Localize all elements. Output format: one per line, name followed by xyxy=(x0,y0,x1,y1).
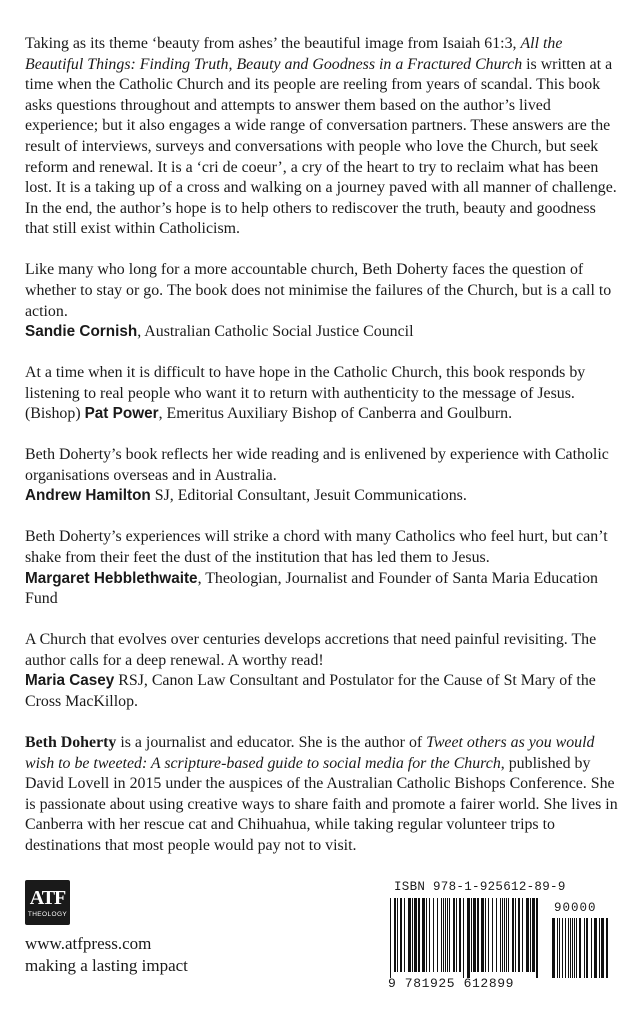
barcode-bar xyxy=(570,918,571,978)
endorsement-quote: Like many who long for a more accountable church, Beth Doherty faces the question of whether to stay or go. The book does not minimise the failures of the Church, but is a call to action. xyxy=(25,261,612,320)
barcode-bar xyxy=(515,898,516,972)
barcode-bar xyxy=(471,898,472,972)
barcode-bar xyxy=(414,898,417,972)
barcode-bar xyxy=(412,898,413,972)
barcode-bar xyxy=(572,918,573,978)
barcode-bar xyxy=(576,918,577,978)
barcode-bar xyxy=(586,918,588,978)
barcode-bar xyxy=(599,918,600,978)
barcode-bar xyxy=(536,898,538,978)
barcode-bar xyxy=(496,898,497,972)
publisher-info xyxy=(25,933,188,977)
barcode-bar xyxy=(584,918,585,978)
barcode-bar xyxy=(502,898,503,972)
barcode-bar xyxy=(449,898,450,972)
barcode-bar xyxy=(562,918,563,978)
barcode-bar xyxy=(429,898,430,972)
barcode-bar xyxy=(445,898,446,972)
author-bio: Beth Doherty is a journalist and educator. She is the author of Tweet others as you would wish to be tweeted: A scripture-based guide to social media for the Church, published by David Lovell in 2015 under the auspices of the Australian Catholic Bishops Conference. She is passionate about using creative ways to share faith and promote a fairer world. She lives in Canberra with her rescue cat and Chihuahua, while taking regular volunteer trips to destinations that most people would pay not to visit. xyxy=(25,733,618,854)
barcode-bar xyxy=(601,918,604,978)
barcode-bar xyxy=(579,918,581,978)
endorsement-quote: At a time when it is difficult to have hope in the Catholic Church, this book responds by listening to real people who want it to return with authenticity to the message of Jesus. xyxy=(25,364,586,402)
endorser-affiliation: SJ, Editorial Consultant, Jesuit Communications. xyxy=(150,487,467,505)
barcode-bar xyxy=(512,898,514,972)
barcode-bar xyxy=(408,898,411,972)
atf-theology-logo xyxy=(25,880,70,925)
barcode-bar xyxy=(488,898,489,972)
book-title: All the Beautiful Things: Finding Truth, Beauty and Goodness in a Fractured Church xyxy=(25,35,563,73)
barcode-bar xyxy=(565,918,566,978)
barcode-bar xyxy=(532,898,535,972)
endorser-name: Sandie Cornish xyxy=(25,323,138,341)
endorser-affiliation: , Theologian, Journalist and Founder of Santa Maria Education Fund xyxy=(25,569,598,608)
barcode-bar xyxy=(481,898,484,972)
endorser-affiliation: , Emeritus Auxiliary Bishop of Canberra and Goulburn. xyxy=(158,405,513,423)
isbn-label: ISBN 978-1-925612-89-9 xyxy=(394,880,566,894)
publisher-tagline: making a lasting impact xyxy=(25,956,188,975)
author-name: Beth Doherty xyxy=(25,733,117,751)
barcode-bar xyxy=(557,918,558,978)
barcode-bar xyxy=(426,898,427,972)
barcode-bar xyxy=(568,918,569,978)
barcode-bar xyxy=(504,898,505,972)
logo-mark: ATF xyxy=(29,886,66,909)
barcode-bar xyxy=(437,898,438,972)
barcode-bar xyxy=(459,898,461,972)
isbn-barcode xyxy=(386,880,612,995)
barcode-bar xyxy=(526,898,529,972)
endorser-name: Margaret Hebblethwaite xyxy=(25,569,198,587)
barcode-bar xyxy=(606,918,608,978)
endorsement xyxy=(25,527,620,609)
endorser-affiliation: RSJ, Canon Law Consultant and Postulator for the Cause of St Mary of the Cross MacKillop. xyxy=(25,672,596,710)
endorser-name: Pat Power xyxy=(84,405,159,423)
barcode-bar xyxy=(400,898,402,972)
barcode-bar xyxy=(433,898,434,972)
endorsement-quote: A Church that evolves over centuries develops accretions that need painful revisiting. The author calls for a deep renewal. A worthy read! xyxy=(25,631,597,669)
barcode-bar xyxy=(508,898,509,972)
barcode-bar xyxy=(390,898,391,978)
endorser-prefix: (Bishop) xyxy=(25,405,85,423)
barcode-bar xyxy=(574,918,575,978)
barcode-bar xyxy=(559,918,560,978)
barcode-bar xyxy=(453,898,455,972)
barcode-bar xyxy=(447,898,448,972)
book-description: Taking as its theme ‘beauty from ashes’ the beautiful image from Isaiah 61:3, All the Beautiful Things: Finding Truth, Beauty and Goodness in a Fractured Church is written at a time when the Catholic Church and its people are reeling from years of scandal. This book asks questions throughout and attempts to answer them based on the author’s lived experience; but it also engages a wide range of conversation partners. These answers are the result of interviews, surveys and conversations with people who love the Church, but seek reform and renewal. It is a ‘cri de coeur’, a cry of the heart to try to reclaim what has been lost. It is a taking up of a cross and walking on a journey paved with all manner of challenge. In the end, the author’s hope is to help others to rediscover the truth, beauty and goodness that still exist within Catholicism. xyxy=(25,35,617,238)
barcode-bar xyxy=(594,918,597,978)
endorser-affiliation: , Australian Catholic Social Justice Council xyxy=(137,323,414,341)
barcode-bar xyxy=(467,898,470,978)
endorser-name: Maria Casey xyxy=(25,672,115,690)
barcode-bar xyxy=(500,898,501,972)
barcode-bar xyxy=(418,898,420,972)
barcode-bar xyxy=(552,918,555,978)
barcode-bar xyxy=(456,898,457,972)
barcode-bar xyxy=(443,898,444,972)
barcode-bar xyxy=(506,898,507,972)
barcode-bar xyxy=(463,898,464,978)
endorsement xyxy=(25,363,620,425)
endorsement-quote: Beth Doherty’s book reflects her wide reading and is enlivened by experience with Catholic organisations overseas and in Australia. xyxy=(25,446,609,484)
endorser-name: Andrew Hamilton xyxy=(25,487,151,505)
endorsement xyxy=(25,630,620,712)
barcode-bar xyxy=(518,898,520,972)
endorsement xyxy=(25,260,620,342)
barcode-bar xyxy=(394,898,396,972)
barcode-bar xyxy=(422,898,425,972)
publisher-website: www.atfpress.com xyxy=(25,934,152,953)
barcode-bar xyxy=(441,898,442,972)
barcode-bar xyxy=(404,898,405,972)
barcode-bar xyxy=(397,898,398,972)
logo-subtitle: THEOLOGY xyxy=(27,910,68,918)
barcode-bar xyxy=(473,898,476,972)
publisher-block xyxy=(25,880,188,977)
barcode-bar xyxy=(530,898,531,972)
endorsement-quote: Beth Doherty’s experiences will strike a chord with many Catholics who feel hurt, but can’t shake from their feet the dust of the institution that has led them to Jesus. xyxy=(25,528,608,567)
price-addon: 90000 xyxy=(554,901,597,915)
barcode-bar xyxy=(492,898,493,972)
barcode-bar xyxy=(591,918,592,978)
endorsement xyxy=(25,445,620,507)
barcode-bar xyxy=(522,898,523,972)
back-cover-text xyxy=(25,34,620,857)
barcode-bar xyxy=(477,898,479,972)
barcode-bar xyxy=(485,898,486,972)
barcode-digits: 9 781925 612899 xyxy=(388,976,515,991)
previous-book-title: Tweet others as you would wish to be tweeted: A scripture-based guide to social media for the Church xyxy=(25,733,595,772)
